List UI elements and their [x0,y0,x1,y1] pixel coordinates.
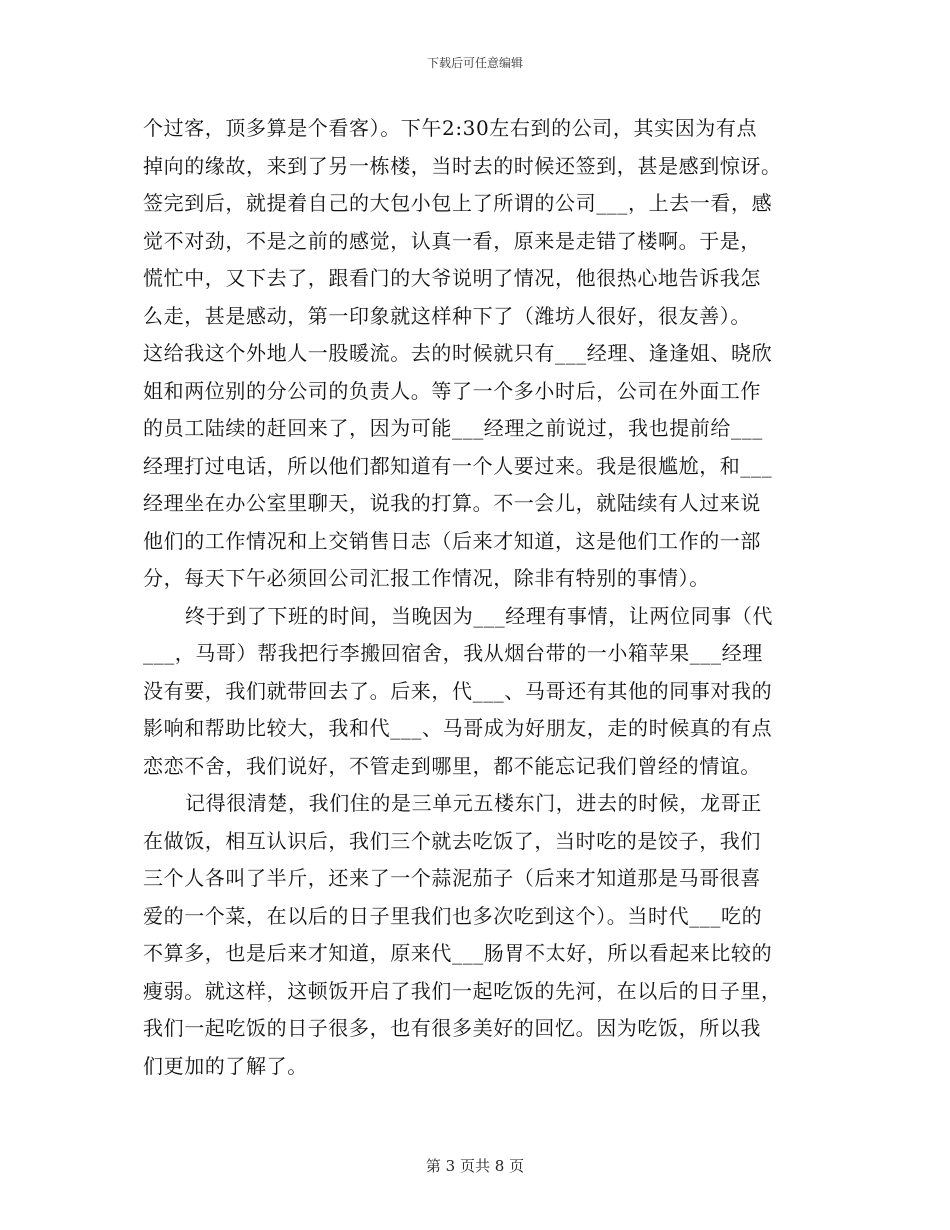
body-line: ___，马哥）帮我把行李搬回宿舍，我从烟台带的一小箱苹果___经理 [143,641,763,665]
body-line: 经理坐在办公室里聊天，说我的打算。不一会儿，就陆续有人过来说 [143,491,761,515]
body-line: 们更加的了解了。 [143,1053,308,1078]
body-line: 的员工陆续的赶回来了，因为可能___经理之前说过，我也提前给___ [143,416,763,440]
body-line: 我们一起吃饭的日子很多，也有很多美好的回忆。因为吃饭，所以我 [143,1016,761,1040]
body-line: 这给我这个外地人一股暖流。去的时候就只有___经理、逢逢姐、晓欣 [143,341,773,365]
page-header: 下载后可任意编辑 [426,56,523,70]
body-line: 签完到后，就提着自己的大包小包上了所谓的公司___，上去一看，感 [143,191,773,215]
body-line: 影响和帮助比较大，我和代___、马哥成为好朋友，走的时候真的有点 [143,716,773,740]
body-line: 恋恋不舍，我们说好，不管走到哪里，都不能忘记我们曾经的情谊。 [143,753,761,778]
body-line: 姐和两位别的分公司的负责人。等了一个多小时后，公司在外面工作 [143,378,761,403]
body-line: 爱的一个菜，在以后的日子里我们也多次吃到这个）。当时代___吃的 [143,903,763,928]
paragraph-start-line: 记得很清楚，我们住的是三单元五楼东门，进去的时候，龙哥正 [185,791,762,815]
body-line: 三个人各叫了半斤，还来了一个蒜泥茄子（后来才知道那是马哥很喜 [143,866,761,890]
body-line: 么走，甚是感动，第一印象就这样种下了（潍坊人很好，很友善）。 [143,303,751,328]
body-line: 个过客，顶多算是个看客）。下午2:30左右到的公司，其实因为有点 [143,116,758,140]
body-line: 瘦弱。就这样，这顿饭开启了我们一起吃饭的先河，在以后的日子里， [143,978,782,1003]
body-line: 不算多，也是后来才知道，原来代___肠胃不太好，所以看起来比较的 [143,941,773,965]
body-line: 没有要，我们就带回去了。后来，代___、马哥还有其他的同事对我的 [143,678,773,703]
body-line: 经理打过电话，所以他们都知道有一个人要过来。我是很尴尬，和___ [143,453,773,478]
body-line: 在做饭，相互认识后，我们三个就去吃饭了，当时吃的是饺子，我们 [143,828,761,853]
body-line: 分，每天下午必须回公司汇报工作情况，除非有特别的事情）。 [143,566,710,590]
body-line: 觉不对劲，不是之前的感觉，认真一看，原来是走错了楼啊。于是， [143,228,761,253]
page-footer: 第 3 页共 8 页 [425,1157,525,1175]
body-line: 慌忙中，又下去了，跟看门的大爷说明了情况，他很热心地告诉我怎 [143,266,761,290]
paragraph-start-line: 终于到了下班的时间，当晚因为___经理有事情，让两位同事（代 [185,603,773,628]
body-line: 他们的工作情况和上交销售日志（后来才知道，这是他们工作的一部 [143,528,761,553]
document-body [143,110,813,1085]
body-line: 掉向的缘故，来到了另一栋楼，当时去的时候还签到，甚是感到惊讶。 [143,153,782,178]
